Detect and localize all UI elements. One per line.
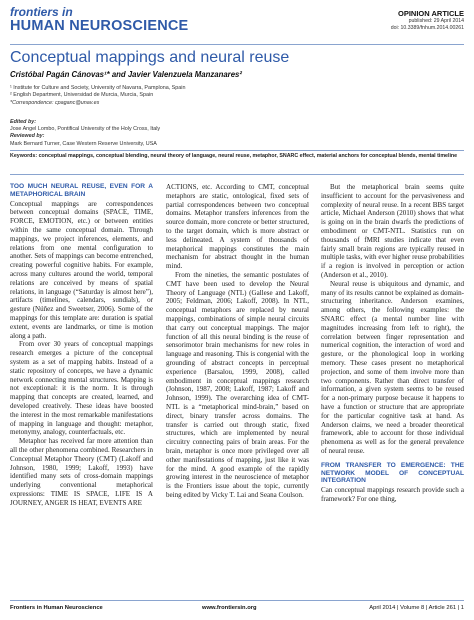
paragraph: Metaphor has received far more attention than all the other phenomena combined. Researchers in Conceptual Metaphor Theory (CMT) (Lakoff and Johnson, 1980, 1999; Lakoff, 1993) have identified many sets of cross-domain mappings underlying conventional metaphorical expressions: TIME IS SPACE, LIFE IS A JOURNEY, ANGER IS HEAT, EVENTS ARE xyxy=(10,437,153,507)
affiliation-2: ² English Department, Universidad de Murcia, Murcia, Spain xyxy=(10,92,154,99)
paragraph: From over 30 years of conceptual mappings research emerges a picture of the conceptual system as a set of mapping habits. Instead of a static repository of concepts, we have a dynamic network connecting mental structures. Mapping is not exceptional: it is the norm. It is through mapping that concepts are created, learned, and developed creatively. These ideas have boosted the interest in the most remarkable manifestations of mapping in language and thought: metaphor, metonymy, analogy, counterfactuals, etc. xyxy=(10,340,153,437)
keywords-text: conceptual mappings, conceptual blending, neural theory of language, neural reuse, metaphor, SNARC effect, material anchors for conceptual blends, mental timeline xyxy=(38,153,458,159)
published-date: published: 29 April 2014 xyxy=(408,18,464,24)
author-list: Cristóbal Pagán Cánovas¹* and Javier Valenzuela Manzanares² xyxy=(10,70,242,79)
keywords-divider-bottom xyxy=(10,174,464,175)
keywords-divider-top xyxy=(10,150,464,151)
reviewed-by-label: Reviewed by: xyxy=(10,133,45,140)
paragraph: ACTIONS, etc. According to CMT, conceptual metaphors are static, ontological, fixed sets of partial correspondences between two conceptual domains. Metaphor transfers inferences from the source domain, more concrete or better structured, to the target domain, which is more abstract or less delineated. A system of thousands of metaphorical mappings constitutes the main mechanism for abstract thought in the human mind. xyxy=(166,183,309,271)
paragraph: Neural reuse is ubiquitous and dynamic, and many of its results cannot be explained as domain-structuring inheritance. Anderson examines, among others, the following examples: the SNARC effect (a mental number line with magnitudes increasing from left to right), the correlation between finger representation and numerical cognition, the interaction of word and gesture, or the phonological loop in working memory. These cases present no metaphorical projection, and some of them involve more than two components. Rather than direct transfer of information, a given system seems to be reused for a non-primary purpose because it happens to have a function or structure that are appropriate for the particular cognitive task at hand. As Anderson claims, we need a broader theoretical framework, able to account for those individual phenomena as well as for the general prevalence of neural reuse. xyxy=(321,279,464,455)
paragraph: From the nineties, the semantic postulates of CMT have been used to develop the Neural Theory of Language (NTL) (Gallese and Lakoff, 2005; Feldman, 2006; Lakoff, 2008). In NTL, conceptual metaphors are replaced by neural mappings, combinations of simple neural circuits that carry out conceptual mappings. The major function of all this neural binding is the reuse of sensorimotor brain mechanisms for new roles in language and reasoning. This is congenial with the grounding of abstract concepts in perceptual experience (Barsalou, 1999, 2008), called embodiment in conceptual mappings research (Johnson, 1987, 2008; Lakoff, 1987; Lakoff and Johnson, 1999). The overarching idea of CMT-NTL is a “metaphorical mind-brain,” based on direct, binary transfer across domains. The transfer is carried out through static, fixed structures, which are implemented by neural circuitry connecting pairs of brain areas. For the brain, metaphor is once more privileged over all other manifestations of mapping, just like it was for the mind. A good example of the rapidly growing interest in the neuroscience of metaphor is the Frontiers issue about the topic, currently being edited by Vicky T. Lai and Seana Coulson. xyxy=(166,270,309,499)
affiliations xyxy=(10,85,185,107)
keywords-label: Keywords: xyxy=(10,153,38,159)
footer-issue: April 2014 | Volume 8 | Article 261 | 1 xyxy=(369,605,464,611)
paragraph: Can conceptual mappings research provide such a framework? For one thing, xyxy=(321,486,464,503)
column-1 xyxy=(10,183,153,507)
footer-journal: Frontiers in Human Neuroscience xyxy=(10,605,103,611)
paragraph: Conceptual mappings are correspondences between conceptual domains (SPACE, TIME, FORCE, EMOTION, etc.) or between entities within the same conceptual domain. Through mappings, we project inferences, elements, and relations from one mental configuration to another. Sets of mappings can become entrenched, creating powerful cognitive habits. For example, across many cultures around the world, temporal relations are conceived by means of spatial relations, in language (“Saturday is almost here”), artifacts (timelines, calendars, sundials), or gesture (Núñez and Sweetser, 2006). Some of the mappings for this template are: duration is spatial extent, events are landmarks, or time is motion along a path. xyxy=(10,199,153,340)
column-3 xyxy=(321,183,464,504)
page-header xyxy=(10,5,464,43)
editor-block xyxy=(10,119,160,148)
doi[interactable]: doi: 10.3389/fnhum.2014.00261 xyxy=(390,24,464,31)
keywords xyxy=(10,153,464,160)
section-heading-2: FROM TRANSFER TO EMERGENCE: THE NETWORK MODEL OF CONCEPTUAL INTEGRATION xyxy=(321,461,464,485)
header-divider xyxy=(10,44,464,45)
affiliation-1: ¹ Institute for Culture and Society, University of Navarra, Pamplona, Spain xyxy=(10,85,186,91)
footer-divider xyxy=(10,600,464,601)
article-title: Conceptual mappings and neural reuse xyxy=(10,49,290,66)
journal-logo-line2: HUMAN NEUROSCIENCE xyxy=(10,18,189,34)
paragraph: But the metaphorical brain seems quite insufficient to account for the pervasiveness and complexity of neural reuse. In a recent BBS target article, Michael Anderson (2010) shows that what is going on in the brain dwarfs the predictions of embodiment or CMT-NTL. Statistics run on thousands of fMRI studies indicate that even fairly small brain regions are typically reused in multiple tasks, with ever higher reuse probabilities if a region is involved in perception or action (Anderson et al., 2010). xyxy=(321,183,464,279)
reviewer-name: Mark Bernard Turner, Case Western Reserve University, USA xyxy=(10,140,157,147)
edited-by-label: Edited by: xyxy=(10,119,37,125)
footer-website[interactable]: www.frontiersin.org xyxy=(202,605,257,611)
column-2 xyxy=(166,183,309,500)
section-heading-1: TOO MUCH NEURAL REUSE, EVEN FOR A METAPHORICAL BRAIN xyxy=(10,183,153,198)
article-meta xyxy=(391,9,464,31)
correspondence[interactable]: *Correspondence: cpaganc@unav.es xyxy=(10,99,100,106)
editor-name: Jose Angel Lombo, Pontifical University of the Holy Cross, Italy xyxy=(10,126,161,133)
journal-logo-line1: frontiers in xyxy=(10,5,73,19)
article-type: OPINION ARTICLE xyxy=(398,9,464,18)
